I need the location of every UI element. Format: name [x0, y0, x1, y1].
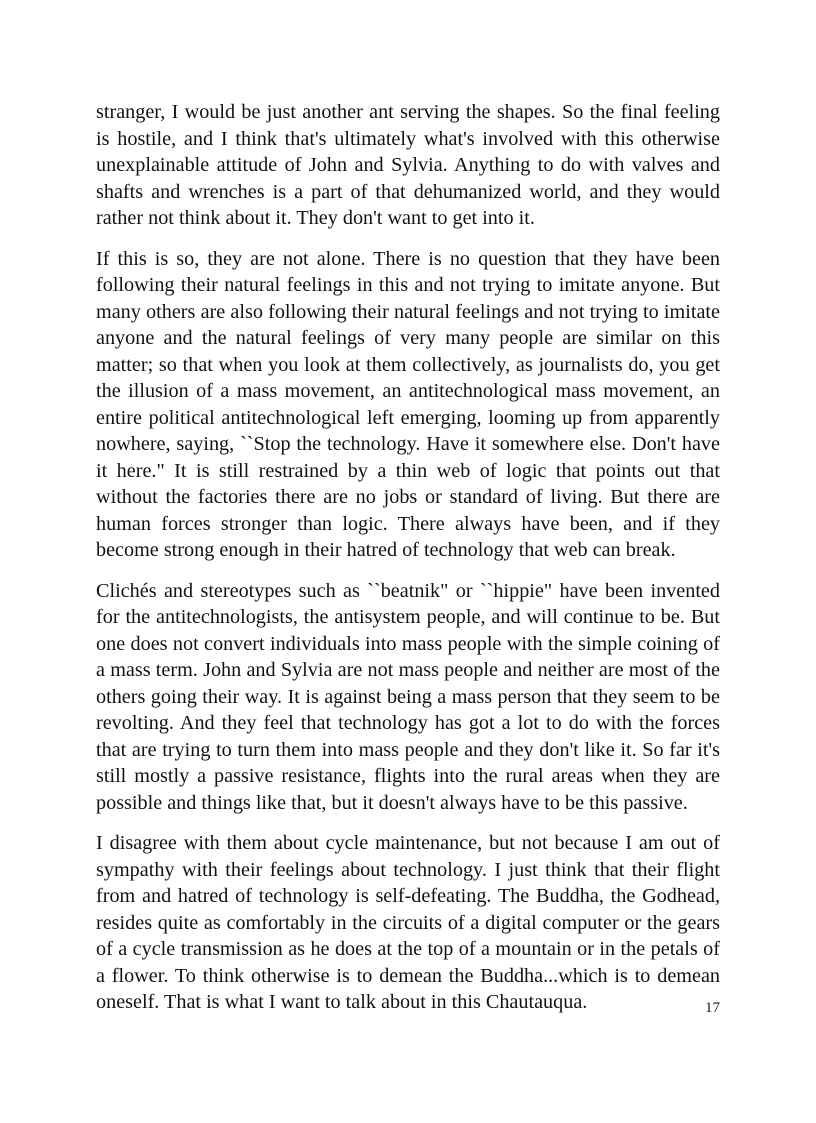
- page-number: 17: [705, 1000, 720, 1016]
- paragraph-4: I disagree with them about cycle maintenance, but not because I am out of sympathy with their feelings about technology. I just think that their flight from and hatred of technology is self-defeating. The Buddha, the Godhead, resides quite as comfortably in the circuits of a digital computer or the gears of a cycle transmission as he does at the top of a mountain or in the petals of a flower. To think otherwise is to demean the Buddha...which is to demean oneself. That is what I want to talk about in this Chautauqua.: [96, 832, 720, 1013]
- paragraph-2: If this is so, they are not alone. There is no question that they have been following their natural feelings in this and not trying to imitate anyone. But many others are also following their natural feelings and not trying to imitate anyone and the natural feelings of very many people are similar on this matter; so that when you look at them collectively, as journalists do, you get the illusion of a mass movement, an antitechnological mass movement, an entire political antitechnological left emerging, looming up from apparently nowhere, saying, ``Stop the technology. Have it somewhere else. Don't have it here." It is still restrained by a thin web of logic that points out that without the factories there are no jobs or standard of living. But there are human forces stronger than logic. There always have been, and if they become strong enough in their hatred of technology that web can break.: [96, 247, 720, 561]
- paragraph-1: stranger, I would be just another ant serving the shapes. So the final feeling is hostile, and I think that's ultimately what's involved with this otherwise unexplainable attitude of John and Sylvia. Anything to do with valves and shafts and wrenches is a part of that dehumanized world, and they would rather not think about it. They don't want to get into it.: [96, 101, 720, 229]
- page-body: [96, 99, 720, 1016]
- paragraph-3: Clichés and stereotypes such as ``beatnik" or ``hippie" have been invented for the antitechnologists, the antisystem people, and will continue to be. But one does not convert individuals into mass people with the simple coining of a mass term. John and Sylvia are not mass people and neither are most of the others going their way. It is against being a mass person that they seem to be revolting. And they feel that technology has got a lot to do with the forces that are trying to turn them into mass people and they don't like it. So far it's still mostly a passive resistance, flights into the rural areas when they are possible and things like that, but it doesn't always have to be this passive.: [96, 579, 720, 814]
